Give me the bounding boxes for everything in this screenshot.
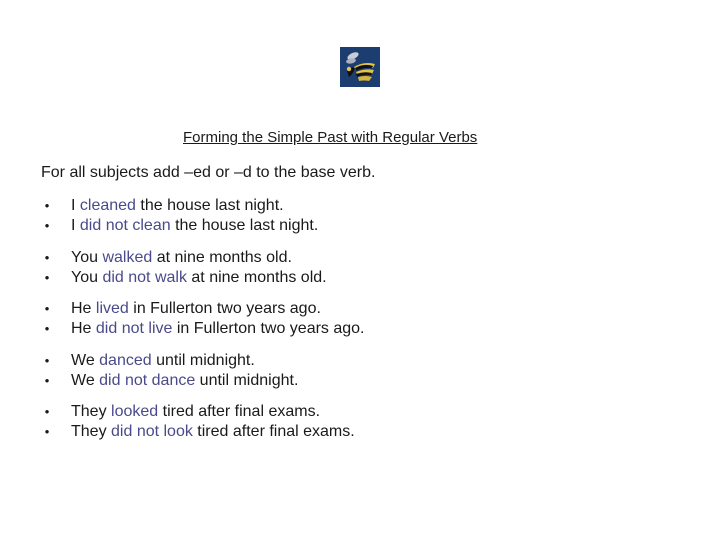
sentence-subject: You: [71, 248, 103, 266]
sentence-text: [71, 351, 255, 371]
verb-form: walked: [102, 248, 153, 266]
sentence-rest: at nine months old.: [152, 248, 292, 266]
sentence-text: [71, 248, 292, 268]
sentence-rest: until midnight.: [151, 351, 255, 369]
sentence-rest: in Fullerton two years ago.: [172, 320, 365, 337]
sentence-text: [71, 216, 318, 236]
bullet-icon: •: [44, 301, 50, 316]
bullet-icon: •: [44, 372, 50, 388]
sentence-rest: the house last night.: [135, 197, 284, 214]
verb-form: looked: [111, 403, 159, 420]
sentence-rest: the house last night.: [170, 217, 319, 234]
verb-form: danced: [99, 351, 152, 369]
rule-intro: For all subjects add –ed or –d to the base verb.: [41, 164, 376, 181]
sentence-subject: You: [71, 268, 103, 286]
sentence-text: [71, 268, 327, 288]
verb-form: lived: [95, 300, 129, 317]
bullet-icon: •: [44, 404, 50, 419]
hornet-mascot-icon: [340, 47, 380, 87]
sentence-subject: They: [71, 423, 112, 440]
bullet-icon: •: [44, 352, 50, 368]
sentence-rest: tired after final exams.: [192, 423, 355, 440]
sentence-subject: They: [71, 403, 112, 420]
verb-form: did not live: [95, 320, 173, 337]
sentence-text: [71, 402, 320, 422]
verb-form: did not walk: [102, 268, 187, 286]
verb-form: did not dance: [99, 371, 196, 389]
sentence-text: [71, 422, 355, 442]
sentence-rest: at nine months old.: [186, 268, 327, 286]
sentence-subject: We: [71, 371, 100, 389]
bullet-icon: •: [44, 269, 50, 285]
sentence-subject: We: [71, 351, 100, 369]
verb-form: cleaned: [79, 197, 136, 214]
page-title: Forming the Simple Past with Regular Verbs: [183, 129, 478, 146]
verb-form: did not look: [111, 423, 193, 440]
bullet-icon: •: [44, 218, 50, 233]
sentence-subject: He: [71, 300, 96, 317]
sentence-text: [71, 319, 365, 339]
logo-graphic: [340, 47, 380, 87]
sentence-text: [71, 371, 298, 391]
bullet-icon: •: [44, 249, 50, 265]
sentence-rest: tired after final exams.: [158, 403, 321, 420]
sentence-subject: I: [71, 217, 80, 234]
bullet-icon: •: [44, 424, 50, 439]
sentence-text: [71, 299, 321, 319]
sentence-rest: until midnight.: [195, 371, 299, 389]
sentence-rest: in Fullerton two years ago.: [128, 300, 321, 317]
verb-form: did not clean: [79, 217, 171, 234]
sentence-subject: I: [71, 197, 80, 214]
sentence-text: [71, 196, 284, 216]
sentence-subject: He: [71, 320, 96, 337]
bullet-icon: •: [44, 321, 50, 336]
bullet-icon: •: [44, 198, 50, 213]
